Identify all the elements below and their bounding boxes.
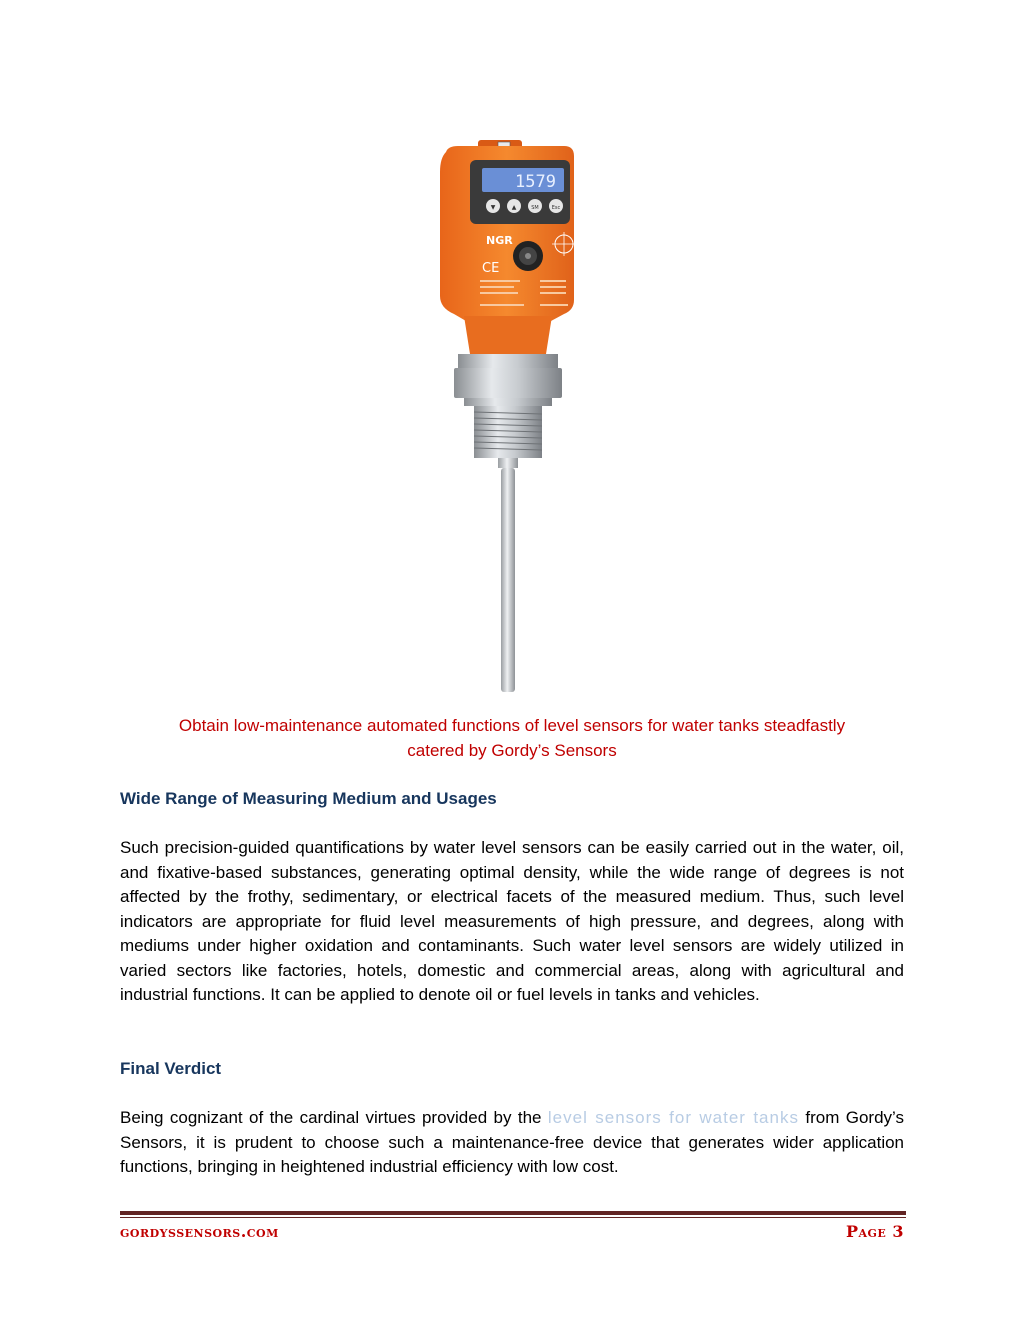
button-up-label: ▲	[511, 204, 517, 211]
level-sensor-image	[418, 132, 598, 700]
device-brand: NGR	[486, 234, 513, 247]
button-sm-label: SM	[531, 205, 539, 211]
display-readout: 1579	[515, 172, 556, 192]
section-body-wide-range: Such precision-guided quantifications by water level sensors can be easily carried out in the water, oil, and fixative-based substances, generating optimal density, while the wide range of degrees is not affected by the frothy, sedimentary, or electrical facets of the measured medium. Thus, such level indicators are appropriate for fluid level measurements of high pressure, and degrees, along with mediums under higher oxidation and contaminants. Such water level sensors are widely utilized in varied sectors like factories, hotels, domestic and commercial areas, along with agricultural and industrial functions. It can be applied to denote oil or fuel levels in tanks and vehicles.	[120, 838, 904, 1004]
section-heading-final-verdict: Final Verdict	[120, 1059, 222, 1078]
section-heading-wide-range: Wide Range of Measuring Medium and Usages	[120, 789, 497, 808]
button-down-label: ▼	[490, 204, 496, 211]
footer-rule-thick	[120, 1211, 906, 1215]
footer-page-number: Page 3	[845, 1222, 904, 1241]
ce-mark: CE	[482, 261, 500, 276]
button-esc-label: Esc	[551, 205, 561, 211]
caption-line-1: Obtain low-maintenance automated functions of level sensors for water tanks steadfastly	[178, 716, 846, 735]
final-verdict-text-after: from Gordy’s Sensors, it is prudent to choose such a maintenance-free device that generates wider application functions, bringing in heightened industrial efficiency with low cost.	[120, 1108, 904, 1176]
footer-rule-thin	[120, 1217, 906, 1218]
footer-website: gordyssensors.com	[120, 1222, 279, 1241]
final-verdict-text-before: Being cognizant of the cardinal virtues provided by the	[120, 1108, 548, 1127]
image-caption	[120, 714, 904, 763]
level-sensors-link[interactable]: level sensors for water tanks	[547, 1108, 799, 1127]
section-body-final-verdict	[120, 1106, 904, 1180]
caption-line-2: catered by Gordy’s Sensors	[407, 740, 617, 760]
